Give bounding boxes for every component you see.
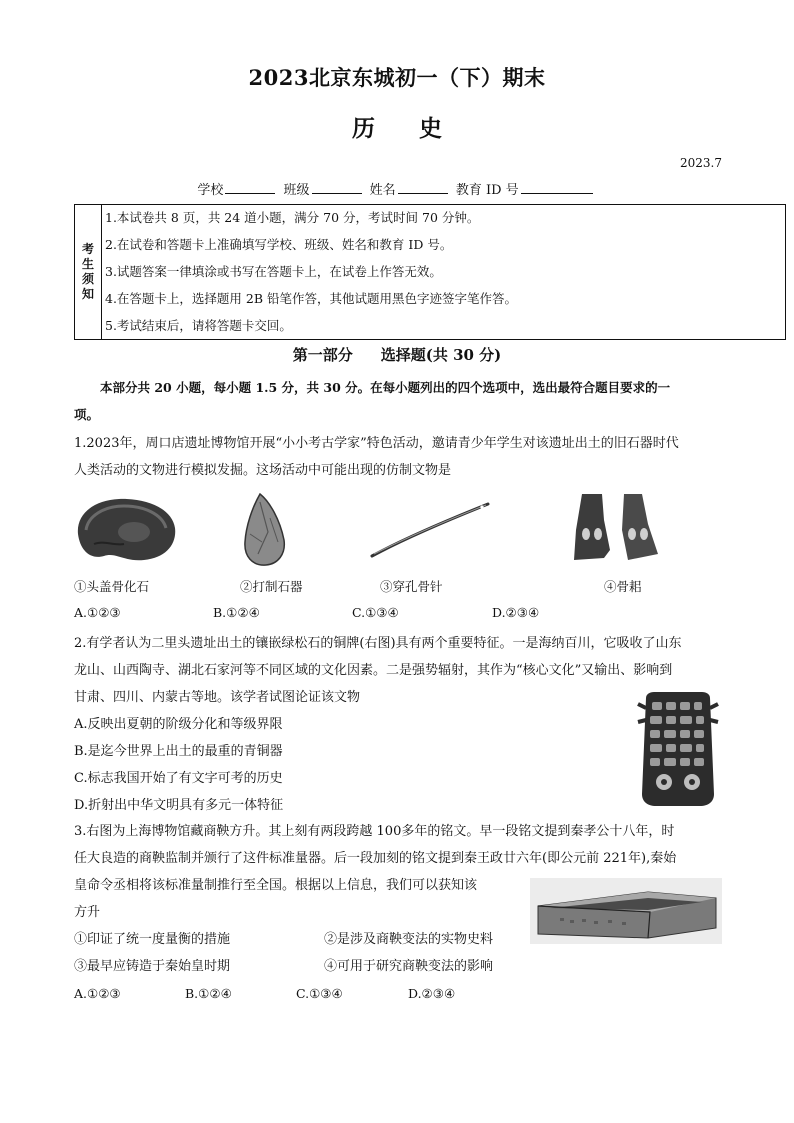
field-id-label: 教育 ID 号 (455, 183, 519, 198)
subject-char: 历 (352, 115, 375, 142)
bone-needle-image (368, 496, 492, 562)
student-info-line (0, 179, 794, 198)
subject-title (0, 110, 794, 143)
q1-caption-1: ①头盖骨化石 (74, 579, 150, 594)
q3-stem-cont3: 方升 (74, 905, 101, 920)
section-heading (0, 344, 794, 365)
section-intro: 本部分共 20 小题，每小题 1.5 分，共 30 分。在每小题列出的四个选项中，选出最符合题目要求的一 (100, 380, 671, 395)
field-name-blank[interactable] (398, 181, 448, 194)
q1-option-c[interactable]: C.①③④ (352, 605, 399, 620)
q3-stem-cont: 任大良造的商鞅监制并颁行了这件标准量器。后一段加刻的铭文提到秦王政廿六年(即公元前 221年),秦始 (74, 851, 677, 866)
q3-statement-2: ②是涉及商鞅变法的实物史料 (324, 932, 494, 947)
q2-stem-cont2: 甘肃、四川、内蒙古等地。该学者试图论证该文物 (74, 690, 361, 705)
notice-item: 4.在答题卡上，选择题用 2B 铅笔作答，其他试题用黑色字迹签字笔作答。 (105, 291, 518, 306)
q1-stem-cont: 人类活动的文物进行模拟发掘。这场活动中可能出现的仿制文物是 (74, 463, 452, 478)
section-intro-cont: 项。 (74, 407, 100, 422)
q2-option-a[interactable]: A.反映出夏朝的阶级分化和等级界限 (74, 717, 283, 732)
field-class-label: 班级 (283, 183, 310, 198)
q3-stem-cont2: 皇命令丞相将该标准量制推行至全国。根据以上信息，我们可以获知该 (74, 878, 478, 893)
section-label: 第一部分 (292, 346, 353, 364)
exam-notice-box (74, 204, 786, 340)
skull-fossil-image (74, 494, 178, 564)
notice-item: 5.考试结束后，请将答题卡交回。 (105, 318, 292, 333)
q3-option-a[interactable]: A.①②③ (74, 986, 121, 1001)
subject-char: 史 (419, 115, 442, 142)
section-title: 选择题(共 30 分) (380, 346, 502, 364)
q3-statement-3: ③最早应铸造于秦始皇时期 (74, 959, 231, 974)
notice-side-label: 考 生 须 知 (75, 205, 102, 339)
exam-date: 2023.7 (680, 156, 722, 170)
q2-option-b[interactable]: B.是迄今世界上出土的最重的青铜器 (74, 744, 283, 759)
stone-tool-image (240, 492, 290, 568)
q2-stem-cont: 龙山、山西陶寺、湖北石家河等不同区域的文化因素。二是强势辐射，其作为“核心文化”又输出、影响到 (74, 663, 673, 678)
q3-option-d[interactable]: D.②③④ (408, 986, 456, 1001)
q3-option-b[interactable]: B.①②④ (185, 986, 232, 1001)
q1-caption-2: ②打制石器 (240, 579, 303, 594)
q2-option-c[interactable]: C.标志我国开始了有文字可考的历史 (74, 771, 283, 786)
field-id-blank[interactable] (521, 181, 593, 194)
q1-option-b[interactable]: B.①②④ (213, 605, 260, 620)
notice-item: 3.试题答案一律填涂或书写在答题卡上，在试卷上作答无效。 (105, 264, 442, 279)
q1-option-d[interactable]: D.②③④ (492, 605, 540, 620)
notice-item: 2.在试卷和答题卡上准确填写学校、班级、姓名和教育 ID 号。 (105, 237, 453, 252)
q1-option-a[interactable]: A.①②③ (74, 605, 121, 620)
q2-stem: 2.有学者认为二里头遗址出土的镶嵌绿松石的铜牌(右图)具有两个重要特征。一是海纳百川，它吸收了山东 (74, 636, 682, 651)
field-class-blank[interactable] (312, 181, 362, 194)
field-school-blank[interactable] (225, 181, 275, 194)
turquoise-bronze-plaque-image (636, 690, 720, 808)
q3-stem: 3.右图为上海博物馆藏商鞅方升。其上刻有两段跨越 100多年的铭文。早一段铭文提到秦孝公十八年，时 (74, 824, 675, 839)
field-name-label: 姓名 (369, 183, 396, 198)
page-title: 2023北京东城初一（下）期末 (248, 65, 546, 90)
q1-caption-4: ④骨耜 (604, 579, 642, 594)
q3-statement-1: ①印证了统一度量衡的措施 (74, 932, 231, 947)
notice-items (105, 207, 781, 342)
q2-option-d[interactable]: D.折射出中华文明具有多元一体特征 (74, 798, 284, 813)
notice-item: 1.本试卷共 8 页，共 24 道小题，满分 70 分，考试时间 70 分钟。 (105, 210, 480, 225)
field-school-label: 学校 (197, 183, 224, 198)
q1-caption-3: ③穿孔骨针 (380, 579, 443, 594)
shang-yang-measure-image (530, 878, 722, 944)
q1-stem: 1.2023年，周口店遗址博物馆开展“小小考古学家”特色活动，邀请青少年学生对该遗址出土的旧石器时代 (74, 436, 679, 451)
q3-statement-4: ④可用于研究商鞅变法的影响 (324, 959, 494, 974)
q3-option-c[interactable]: C.①③④ (296, 986, 343, 1001)
bone-spade-image (568, 490, 664, 566)
